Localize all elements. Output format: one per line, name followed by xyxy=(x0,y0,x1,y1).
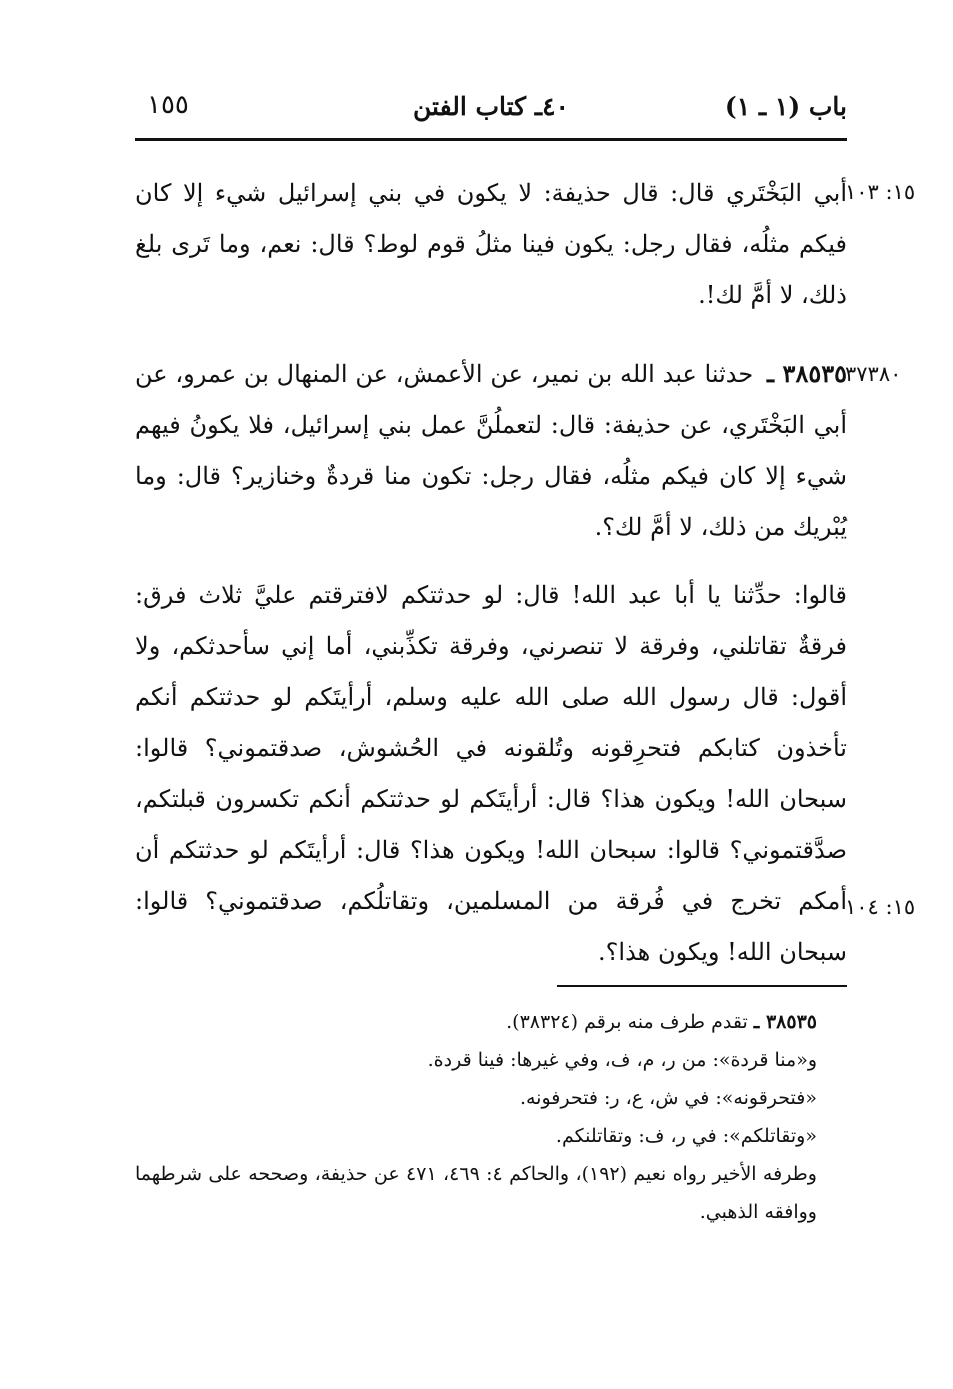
footnote xyxy=(135,1155,847,1231)
paragraph xyxy=(135,168,847,321)
footnote xyxy=(135,1117,847,1155)
page-header xyxy=(135,88,847,130)
footnote-text: «فتحرقونه»: في ش، ع، ر: فتحرفونه. xyxy=(519,1087,817,1109)
footnote-text: «وتقاتلكم»: في ر، ف: وتقاتلنكم. xyxy=(555,1125,817,1147)
margin-reference: ١٥: ١٠٣ xyxy=(845,180,916,204)
footnote-number: ٣٨٥٣٥ ـ xyxy=(753,1011,817,1033)
hadith-paragraph xyxy=(135,348,847,553)
footnote xyxy=(135,1003,847,1041)
footnotes xyxy=(135,1003,847,1231)
margin-reference: ٣٧٣٨٠ xyxy=(845,362,902,386)
footnote-text: و«منا قردة»: من ر، م، ف، وفي غيرها: فينا قردة. xyxy=(427,1049,817,1071)
paragraph-text: حدثنا عبد الله بن نمير، عن الأعمش، عن المنهال بن عمرو، عن أبي البَخْتَري، عن حذيفة: قال: لتعملُنَّ عمل بني إسرائيل، فلا يكونُ فيهم شيء إلا كان فيكم مثلُه، فقال رجل: تكون منا قردةٌ وخنازير؟ قال: وما يُبْريك من ذلك، لا أمَّ لك؟. xyxy=(135,360,847,541)
footnote xyxy=(135,1079,847,1117)
footnote xyxy=(135,1041,847,1079)
header-rule xyxy=(135,138,847,141)
paragraph-text: أبي البَخْتَري قال: قال حذيفة: لا يكون في بني إسرائيل شيء إلا كان فيكم مثلُه، فقال رجل: يكون فينا مثلُ قوم لوط؟ قال: نعم، وما تَرى بلغ ذلك، لا أمَّ لك!. xyxy=(135,179,847,309)
footnote-rule xyxy=(557,985,847,987)
book-title: ٤٠ـ كتاب الفتن xyxy=(413,92,569,121)
page-number: ١٥٥ xyxy=(147,90,189,120)
footnote-text: تقدم طرف منه برقم (٣٨٣٢٤). xyxy=(506,1011,748,1033)
paragraph-text: قالوا: حدِّثنا يا أبا عبد الله! قال: لو حدثتكم لافترقتم عليَّ ثلاث فرق: فرقةٌ تقاتلني، وفرقة لا تنصرني، وفرقة تكذِّبني، أما إني سأحدثكم، ولا أقول: قال رسول الله صلى الله عليه وسلم، أرأيتَكم لو حدثتكم أنكم تأخذون كتابكم فتحرِقونه وتُلقونه في الحُشوش، صدقتموني؟ قالوا: سبحان الله! ويكون هذا؟ قال: أرأيتَكم لو حدثتكم أنكم تكسرون قبلتكم، صدَّقتموني؟ قالوا: سبحان الله! ويكون هذا؟ قال: أرأيتَكم لو حدثتكم أن أمكم تخرج في فُرقة من المسلمين، وتقاتلُكم، صدقتموني؟ قالوا: سبحان الله! ويكون هذا؟. xyxy=(135,581,847,966)
section-title: باب (١ ـ ١) xyxy=(724,92,847,121)
paragraph xyxy=(135,570,847,978)
footnote-text: وطرفه الأخير رواه نعيم (١٩٢)، والحاكم ٤: ٤٦٩، ٤٧١ عن حذيفة، وصححه على شرطهما ووافقه الذهبي. xyxy=(135,1163,817,1223)
hadith-number: ٣٨٥٣٥ ـ xyxy=(767,359,847,388)
margin-reference: ١٥: ١٠٤ xyxy=(845,895,916,919)
